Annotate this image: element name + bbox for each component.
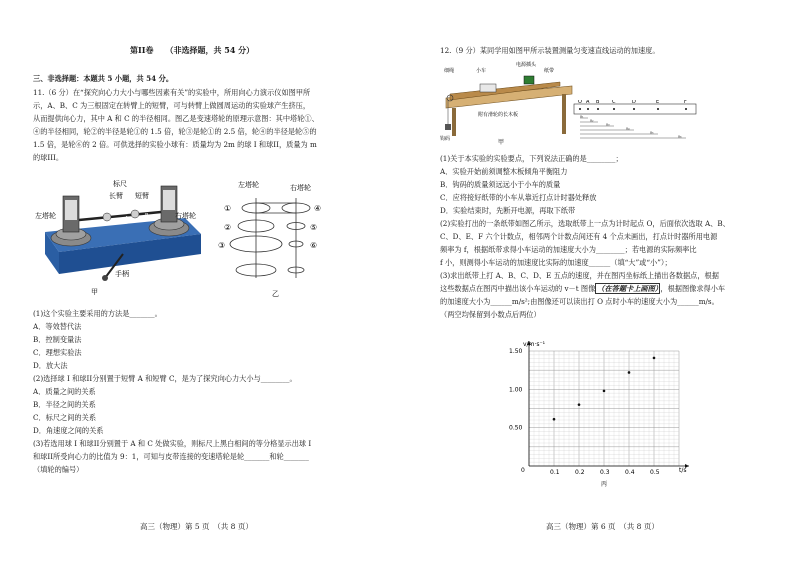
- chart-title: 丙: [601, 481, 608, 488]
- y-tick-label: 1.00: [509, 386, 523, 394]
- x-tick-label: 0.4: [625, 469, 635, 476]
- q11-intro-line: 示，A、B、C 为三根固定在转臂上的短臂，可与转臂上做圆周运动的实验球产生挤压，: [33, 101, 311, 110]
- data-point: [653, 357, 656, 360]
- q11-figure-jia: [35, 174, 205, 298]
- cart: [480, 84, 496, 92]
- dimension-label: x₅: [650, 130, 654, 135]
- q12-tape-figure: [572, 100, 700, 144]
- option: C．标尺之间的关系: [33, 413, 97, 422]
- tape-dot: [587, 108, 589, 110]
- option: C．理想实验法: [33, 348, 82, 357]
- q12-sub3-post: ，根据图像求得小车: [660, 284, 726, 293]
- label-dianyuan: 电源插头: [516, 62, 537, 68]
- belt: [256, 203, 296, 213]
- q12-sub3-line: (3)求出纸带上打 A、B、C、D、E 五点的速度，并在图丙坐标纸上描出各数据点，根据: [440, 271, 719, 280]
- chart-ticks: [509, 348, 660, 476]
- dimension-label: x₃: [606, 122, 610, 127]
- label-xishen: 细绳: [444, 68, 455, 74]
- q12-sub2-line: C、D、E、F 六个计数点，相邻两个计数点间还有 4 个点未画出，打点计时器所用电源: [440, 232, 718, 241]
- tape-point-label: A: [586, 100, 590, 105]
- q12-sub3-line: （两空均保留到小数点后两位）: [440, 310, 541, 319]
- right-page-footer: 高三（物理）第 6 页 （共 8 页）: [546, 522, 659, 531]
- data-point: [578, 403, 581, 406]
- option: D．实验结束时，先断开电源，再取下纸带: [440, 206, 576, 215]
- wheel-label-6: ⑥: [310, 241, 318, 250]
- data-point: [603, 390, 606, 393]
- q12-body: [440, 152, 730, 321]
- option: A．质量之间的关系: [33, 387, 96, 396]
- x-tick-label: 0.5: [650, 469, 660, 476]
- label-board: 附有滑轮的长木板: [478, 112, 519, 118]
- q12-sub3-line: [440, 282, 730, 295]
- label-C: C: [97, 220, 101, 226]
- q11-sub2: (2)选择球 I 和球II分别置于短臂 A 和短臂 C，是为了探究向心力大小与________。: [33, 374, 297, 383]
- x-tick-label: 0.3: [600, 469, 610, 476]
- label-you-talun: 右塔轮: [175, 212, 196, 220]
- tape-point-label: D: [632, 100, 636, 105]
- label-changbi: 长臂: [109, 192, 123, 200]
- tape-point-label: O: [578, 100, 582, 105]
- q11-sub3-line: 和球II所受向心力的比值为 9：1，可知与皮带连接的变速塔轮是轮_______和轮_______: [33, 452, 309, 461]
- option: B．钩码的质量须远远小于小车的质量: [440, 180, 561, 189]
- label-biaochi: 标尺: [113, 180, 127, 188]
- q12-sub1: (1)关于本实验的实验要点，下列说法正确的是________；: [440, 154, 623, 163]
- label-zuo-talun: 左塔轮: [35, 212, 56, 220]
- wheel-label-2: ②: [224, 223, 232, 232]
- q11-intro-line: 11.（6 分）在“探究向心力大小与哪些因素有关”的实验中，所用向心力演示仪如图甲所: [33, 88, 311, 97]
- rotating-arm: [79, 212, 161, 220]
- option: C．应将接好纸带的小车从靠近打点计时器处释放: [440, 193, 597, 202]
- tape-dims: [580, 115, 686, 139]
- data-point: [553, 418, 556, 421]
- dimension-label: x₁: [580, 114, 584, 119]
- crank-knob: [102, 275, 108, 281]
- dimension-label: x₆: [678, 134, 682, 139]
- label-A: A: [125, 216, 129, 222]
- label-B: B: [145, 213, 149, 219]
- ball: [131, 210, 139, 218]
- y-tick-label: 1.50: [509, 348, 523, 355]
- option: A．实验开始前须调整木板倾角平衡阻力: [440, 167, 568, 176]
- label-you-talun: 右塔轮: [290, 184, 311, 192]
- chart-ylabel: v/m·s⁻¹: [523, 341, 546, 348]
- caption-yi: 乙: [272, 290, 279, 298]
- q12-sub2-line: 频率为 f，根据纸带求得小车运动的加速度大小为________；若电源的实际频率比: [440, 245, 697, 254]
- dimension-label: x₄: [626, 126, 630, 131]
- label-duanbi: 短臂: [135, 192, 149, 200]
- q11-sub3-line: (3)若选用球 I 和球II分别置于 A 和 C 处做实验，则标尺上黑白相间的等分格显示出球 I: [33, 439, 312, 448]
- tape-dot: [613, 108, 615, 110]
- tape-point-label: C: [612, 100, 616, 105]
- table-leg: [562, 94, 566, 134]
- q12-sub2-line: f 小，则测得小车运动的加速度比实际的加速度______（填“大”或“小”）；: [440, 258, 672, 267]
- q12-intro: 12.（9 分）某同学用如图甲所示装置测量匀变速直线运动的加速度。: [440, 46, 660, 55]
- tape-point-label: B: [596, 100, 600, 105]
- part-title: 三、非选择题：本题共 5 小题，共 54 分。: [33, 74, 174, 83]
- q11-intro-line: ④的半径相同，轮②的半径是轮①的 1.5 倍，轮③是轮①的 2.5 倍，轮④的半径是轮⑤的: [33, 127, 317, 136]
- chart-grid: [529, 351, 679, 466]
- label-xiaoche: 小车: [476, 68, 487, 74]
- q11-figure-yi: [216, 178, 336, 300]
- data-point: [628, 371, 631, 374]
- tape-point-label: F: [684, 100, 687, 105]
- chart-axes: [527, 341, 689, 468]
- chart-xlabel: t/s: [679, 467, 687, 474]
- label-zhidai: 纸带: [544, 68, 555, 74]
- table-leg: [452, 108, 456, 136]
- y-tick-label: 0.50: [509, 424, 523, 432]
- tape-dot: [685, 108, 687, 110]
- right-scale: [163, 190, 175, 210]
- x-tick-label: 0.2: [575, 469, 585, 476]
- left-page-footer: 高三（物理）第 5 页 （共 8 页）: [140, 522, 253, 531]
- option: D．角速度之间的关系: [33, 426, 104, 435]
- option: B．控制变量法: [33, 335, 82, 344]
- wheel-label-4: ④: [314, 204, 322, 213]
- q11-sub3-line: （填轮的编号）: [33, 465, 84, 474]
- section-header: 第II卷 （非选择题，共 54 分）: [130, 45, 255, 55]
- label-gouma: 钩码: [440, 136, 451, 142]
- caption-jia: 甲: [498, 139, 505, 146]
- q12-sub2-line: (2)实验打出的一条纸带如图乙所示，选取纸带上一点为计时起点 O，后面依次选取 A、B、: [440, 219, 730, 228]
- option: D．放大法: [33, 361, 68, 370]
- tape-dot: [597, 108, 599, 110]
- tape-dot: [633, 108, 635, 110]
- q11-intro-line: 从而提供向心力，其中 A 和 C 的半径相同。图乙是变速塔轮的原理示意图：其中塔轮①、: [33, 114, 319, 123]
- q11-intro-line: 1.5 倍，是轮⑥的 2 倍。可供选择的实验小球有：质量均为 2m 的球 I 和球II，质量为 m: [33, 140, 317, 149]
- tape-dot: [579, 108, 581, 110]
- wheel-label-5: ⑤: [310, 223, 318, 232]
- q12-sub3-line: 的加速度大小为______m/s²;由图像还可以读出打 O 点时小车的速度大小为______m/s。: [440, 297, 719, 306]
- q11-intro: [33, 86, 319, 164]
- dimension-label: x₂: [590, 118, 594, 123]
- wheel-label-3: ③: [218, 241, 226, 250]
- answer-card-note: （在答题卡上画图）: [597, 284, 659, 293]
- q11-subquestions: [33, 307, 311, 476]
- ball: [103, 213, 111, 221]
- label-zuo-talun: 左塔轮: [238, 181, 259, 189]
- hook-weight: [445, 124, 451, 130]
- q11-intro-line: 的球III。: [33, 153, 64, 162]
- option: B．半径之间的关系: [33, 400, 96, 409]
- chart-origin: 0: [521, 467, 525, 474]
- x-tick-label: 0.1: [550, 469, 560, 476]
- option: A．等效替代法: [33, 322, 82, 331]
- tape-point-label: E: [656, 100, 660, 105]
- q12-sub3-pre: 这些数据点在图丙中描出该小车运动的 v－t 图像: [440, 284, 596, 293]
- caption-jia: 甲: [91, 288, 98, 296]
- q11-sub1: (1)这个实验主要采用的方法是_______。: [33, 309, 162, 318]
- label-shoubing: 手柄: [115, 270, 129, 278]
- left-scale: [65, 200, 77, 220]
- wheel-label-1: ①: [224, 204, 232, 213]
- tape-dot: [657, 108, 659, 110]
- q12-vt-chart: [505, 336, 705, 492]
- timer: [524, 76, 534, 84]
- q12-figure-jia: [440, 58, 578, 146]
